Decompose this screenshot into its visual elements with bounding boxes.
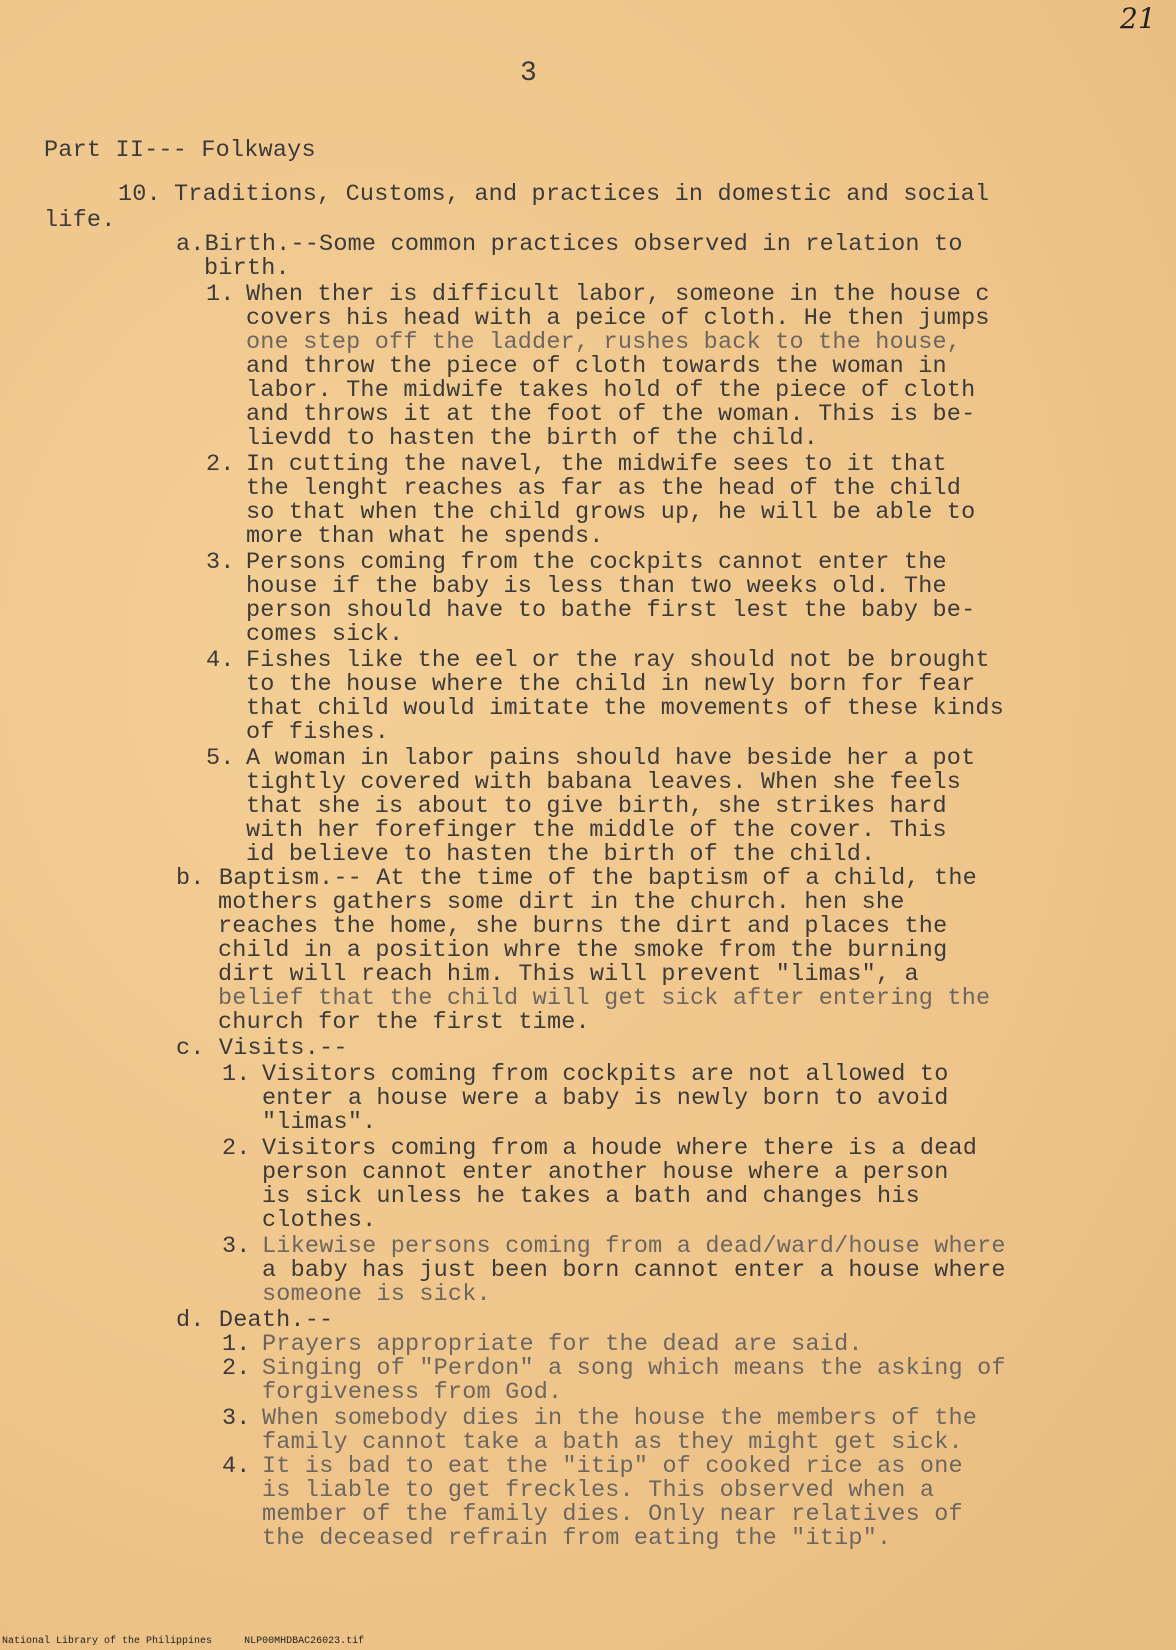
visits-item-line: Visitors coming from a houde where there is a dead [262, 1135, 978, 1162]
birth-item-line: lievdd to hasten the birth of the child. [246, 425, 819, 452]
birth-item-line: covers his head with a peice of cloth. He then jumps [246, 305, 990, 332]
birth-item-number: 1. [206, 281, 235, 308]
death-heading: d. Death.-- [176, 1307, 334, 1334]
visits-item-line: enter a house were a baby is newly born to avoid [262, 1085, 949, 1112]
birth-item-line: id believe to hasten the birth of the child. [246, 841, 876, 868]
footer-file: NLP00MHDBAC26023.tif [244, 1636, 365, 1647]
death-item-number: 1. [222, 1331, 251, 1358]
visits-item-line: Likewise persons coming from a dead/ward/house where [262, 1233, 1006, 1260]
topic-number: 10. [118, 181, 161, 208]
death-item-line: forgiveness from God. [262, 1379, 563, 1406]
section-title: Part II--- Folkways [44, 137, 316, 164]
visits-item-number: 1. [222, 1061, 251, 1088]
topic-line: Traditions, Customs, and practices in domestic and social [174, 181, 990, 208]
birth-item-line: to the house where the child in newly born for fear [246, 671, 976, 698]
page-number: 3 [520, 58, 537, 89]
birth-item-line: more than what he spends. [246, 523, 604, 550]
birth-item-number: 5. [206, 745, 235, 772]
visits-item-number: 2. [222, 1135, 251, 1162]
visits-item-number: 3. [222, 1233, 251, 1260]
visits-item-line: clothes. [262, 1207, 377, 1234]
death-item-line: It is bad to eat the "itip" of cooked rice as one [262, 1453, 963, 1480]
birth-item-line: and throw the piece of cloth towards the woman in [246, 353, 947, 380]
visits-item-line: a baby has just been born cannot enter a house where [262, 1257, 1006, 1284]
baptism-line: church for the first time. [218, 1009, 590, 1036]
death-item-line: Prayers appropriate for the dead are said. [262, 1331, 863, 1358]
visits-item-line: "limas". [262, 1109, 377, 1136]
birth-item-line: A woman in labor pains should have beside her a pot [246, 745, 976, 772]
birth-item-line: house if the baby is less than two weeks old. The [246, 573, 947, 600]
death-item-line: family cannot take a bath as they might get sick. [262, 1429, 963, 1456]
birth-item-line: the lenght reaches as far as the head of the child [246, 475, 962, 502]
baptism-line: reaches the home, she burns the dirt and places the [218, 913, 948, 940]
visits-item-line: is sick unless he takes a bath and changes his [262, 1183, 920, 1210]
visits-item-line: person cannot enter another house where a person [262, 1159, 949, 1186]
baptism-line: dirt will reach him. This will prevent "limas", a [218, 961, 919, 988]
baptism-line: child in a position whre the smoke from the burning [218, 937, 948, 964]
visits-heading: c. Visits.-- [176, 1035, 348, 1062]
birth-item-line: one step off the ladder, rushes back to the house, [246, 329, 962, 356]
death-item-line: the deceased refrain from eating the "itip". [262, 1525, 892, 1552]
death-item-number: 3. [222, 1405, 251, 1432]
birth-heading: birth. [204, 255, 290, 282]
birth-item-line: tightly covered with babana leaves. When she feels [246, 769, 962, 796]
birth-item-line: Fishes like the eel or the ray should not be brought [246, 647, 990, 674]
baptism-line: b. Baptism.-- At the time of the baptism of a child, the [176, 865, 977, 892]
birth-item-number: 3. [206, 549, 235, 576]
death-item-line: member of the family dies. Only near relatives of [262, 1501, 963, 1528]
birth-item-line: that she is about to give birth, she strikes hard [246, 793, 947, 820]
birth-item-line: When ther is difficult labor, someone in the house c [246, 281, 990, 308]
visits-item-line: someone is sick. [262, 1281, 491, 1308]
birth-item-line: Persons coming from the cockpits cannot enter the [246, 549, 947, 576]
birth-item-number: 2. [206, 451, 235, 478]
footer-library: National Library of the Philippines [2, 1636, 213, 1647]
birth-item-line: with her forefinger the middle of the cover. This [246, 817, 947, 844]
baptism-line: mothers gathers some dirt in the church. hen she [218, 889, 905, 916]
topic-line: life. [44, 207, 116, 234]
birth-item-line: of fishes. [246, 719, 390, 746]
birth-item-line: In cutting the navel, the midwife sees to it that [246, 451, 947, 478]
birth-item-line: that child would imitate the movements of these kinds [246, 695, 1005, 722]
birth-heading: a.Birth.--Some common practices observed in relation to [176, 231, 963, 258]
death-item-number: 2. [222, 1355, 251, 1382]
visits-item-line: Visitors coming from cockpits are not allowed to [262, 1061, 949, 1088]
death-item-line: is liable to get freckles. This observed when a [262, 1477, 935, 1504]
birth-item-line: labor. The midwife takes hold of the piece of cloth [246, 377, 976, 404]
birth-item-line: and throws it at the foot of the woman. This is be- [246, 401, 976, 428]
baptism-line: belief that the child will get sick after entering the [218, 985, 991, 1012]
death-item-number: 4. [222, 1453, 251, 1480]
birth-item-number: 4. [206, 647, 235, 674]
death-item-line: When somebody dies in the house the members of the [262, 1405, 978, 1432]
death-item-line: Singing of "Perdon" a song which means the asking of [262, 1355, 1006, 1382]
archive-footer [2, 1636, 390, 1647]
birth-item-line: person should have to bathe first lest the baby be- [246, 597, 976, 624]
birth-item-line: so that when the child grows up, he will be able to [246, 499, 976, 526]
birth-item-line: comes sick. [246, 621, 404, 648]
page-corner-mark: 21 [1120, 2, 1156, 35]
